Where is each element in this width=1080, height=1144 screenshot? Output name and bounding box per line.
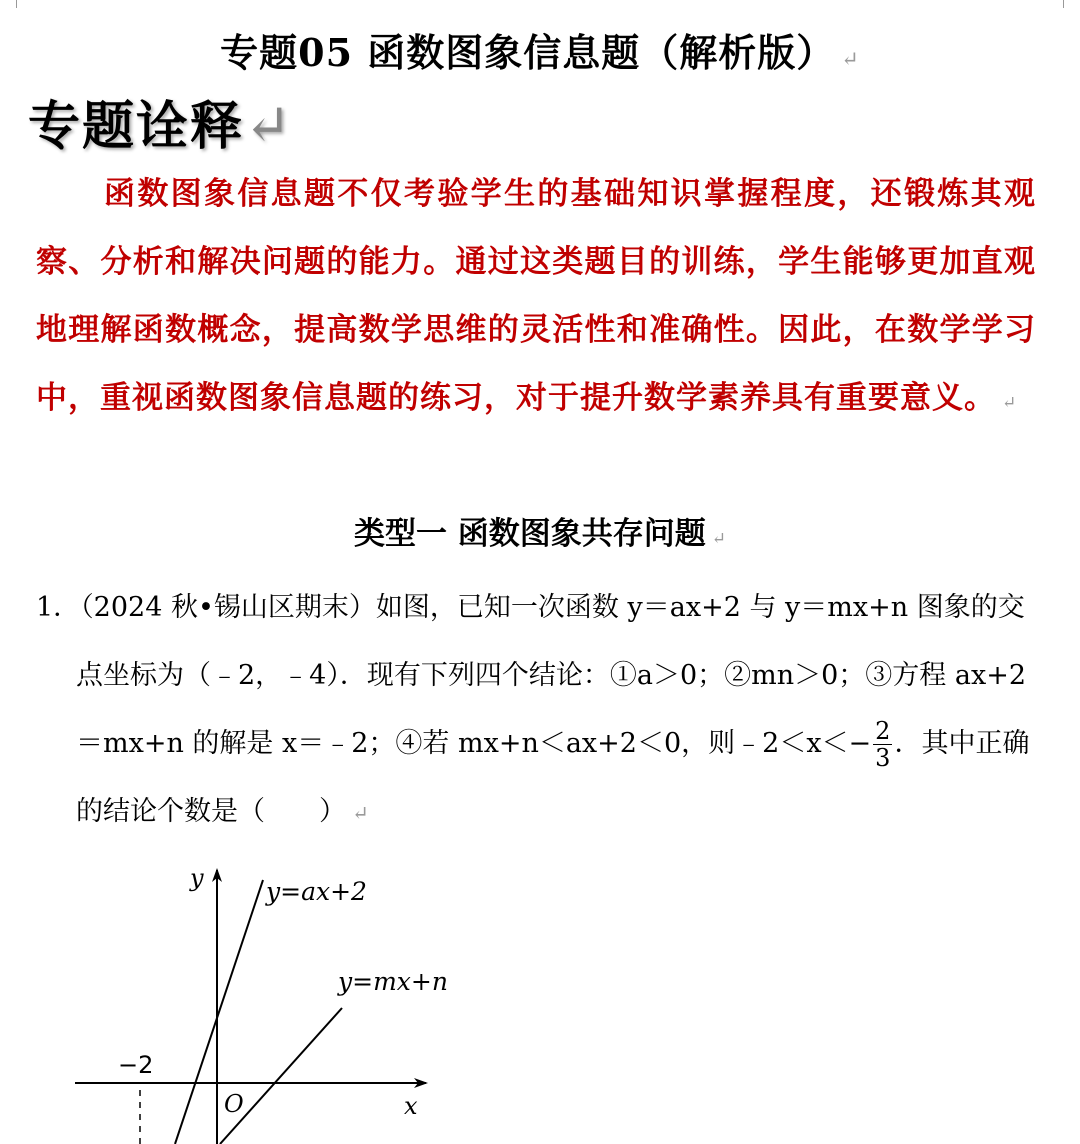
return-mark-icon: ↵ — [841, 47, 860, 71]
question-line-4 — [36, 778, 1046, 847]
question-line-1 — [36, 574, 1046, 642]
return-mark-icon: ↵ — [352, 801, 369, 825]
page-corner-mark-left — [0, 0, 17, 8]
neg2-tick-label: −2 — [118, 1051, 154, 1079]
question-line-1-text: 如图，已知一次函数 y＝ax+2 与 y＝mx+n 图象的交 — [375, 592, 1025, 623]
question-line-3-text: ＝mx+n 的解是 x＝﹣2；④若 mx+n＜ax+2＜0，则﹣2＜x＜− — [76, 728, 872, 759]
page-title — [0, 22, 1080, 77]
line2-label: y=mx+n — [338, 967, 448, 996]
type-heading-text: 类型一 函数图象共存问题 — [353, 516, 706, 552]
question-line-3 — [36, 710, 1046, 778]
x-axis-label: x — [404, 1092, 418, 1120]
fraction-two-thirds — [873, 718, 892, 771]
question-line-3-tail: ．其中正确 — [894, 728, 1030, 759]
question-1 — [36, 574, 1046, 847]
return-mark-icon: ↵ — [244, 93, 293, 158]
section-heading-text: 专题诠释 — [28, 96, 245, 157]
question-line-2 — [36, 642, 1046, 710]
line-y-ax-plus-2 — [175, 880, 263, 1144]
question-number: 1． — [36, 592, 81, 623]
origin-label: O — [224, 1090, 244, 1118]
intro-text: 函数图象信息题不仅考验学生的基础知识掌握程度，还锻炼其观察、分析和解决问题的能力。通过这类题目的训练，学生能够更加直观地理解函数概念，提高数学思维的灵活性和准确性。因此，在数学学习中，重视函数图象信息题的练习，对于提升数学素养具有重要意义。 — [36, 176, 1036, 416]
page-title-text: 专题05 函数图象信息题（解析版） — [220, 30, 836, 75]
line1-label: y=ax+2 — [266, 877, 367, 906]
line-y-mx-plus-n — [220, 1008, 342, 1144]
function-graph — [60, 858, 500, 1144]
page-corner-mark-right — [1063, 0, 1080, 8]
return-mark-icon: ↵ — [711, 529, 727, 549]
y-axis-label: y — [190, 864, 204, 892]
fraction-numerator: 2 — [875, 717, 891, 745]
type-heading — [0, 508, 1080, 553]
fraction-denominator: 3 — [875, 744, 891, 772]
question-line-4-text: 的结论个数是（ ） — [76, 796, 346, 827]
question-line-2-text: 点坐标为（﹣2，﹣4）．现有下列四个结论：①a＞0；②mn＞0；③方程 ax+2 — [76, 660, 1027, 691]
intro-paragraph — [36, 160, 1036, 437]
question-source: （2024 秋•锡山区期末） — [80, 592, 376, 623]
return-mark-icon: ↵ — [1002, 393, 1018, 413]
section-heading — [28, 84, 293, 159]
